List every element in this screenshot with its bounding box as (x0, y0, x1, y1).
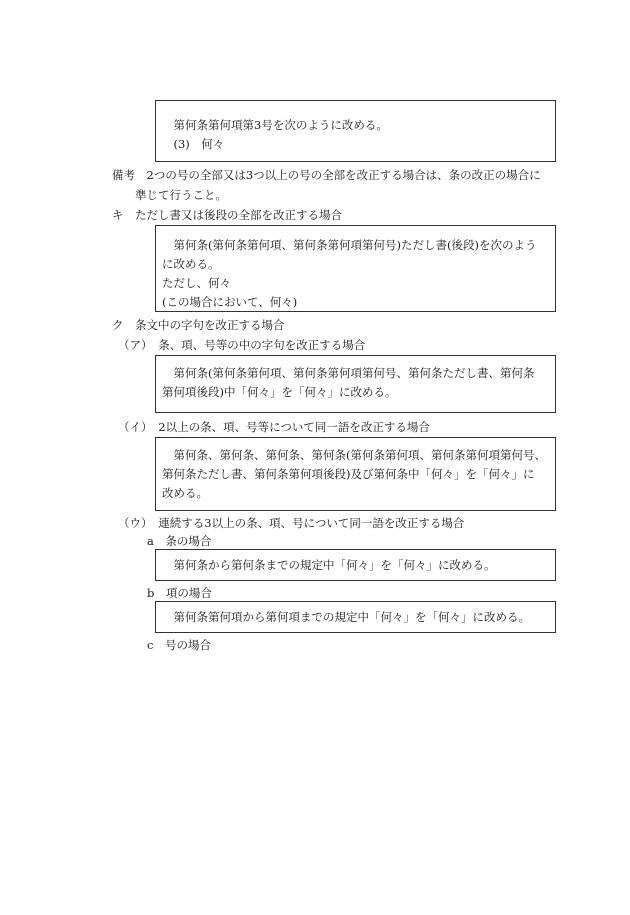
example-box-4 (155, 437, 556, 511)
box-line: ただし、何々 (162, 276, 231, 290)
box-line: 第何条(第何条第何項、第何条第何項第何号)ただし書(後段)を次のよう (162, 238, 537, 252)
box-line: 第何条、第何条、第何条、第何条(第何条第何項、第何条第何項第何号、 (162, 448, 546, 462)
example-box-2 (155, 225, 556, 312)
section-heading-ki: キ ただし書又は後段の全部を改正する場合 (112, 208, 342, 222)
subsection-heading-a: （ア） 条、項、号等の中の字句を改正する場合 (118, 338, 366, 352)
section-heading-ku: ク 条文中の字句を改正する場合 (112, 318, 285, 332)
note-line-2: 準じて行うこと。 (135, 188, 227, 202)
example-box-1 (155, 100, 556, 162)
item-heading-b: b 項の場合 (147, 586, 212, 600)
box-line: (3) 何々 (162, 137, 225, 151)
example-box-3 (155, 355, 556, 413)
example-box-5 (155, 549, 556, 581)
box-line: に改める。 (162, 257, 220, 271)
item-heading-a: a 条の場合 (147, 534, 212, 548)
box-line: 第何条ただし書、第何条第何項後段)及び第何条中「何々」を「何々」に (162, 467, 535, 481)
note-line-1: 備考 2つの号の全部又は3つ以上の号の全部を改正する場合は、条の改正の場合に (112, 168, 541, 182)
subsection-heading-i: （イ） 2以上の条、項、号等について同一語を改正する場合 (118, 420, 430, 434)
box-line: 第何条第何項第3号を次のように改める。 (162, 118, 388, 132)
item-heading-c: c 号の場合 (147, 638, 211, 652)
box-line: 改める。 (162, 486, 208, 500)
box-line: 第何条(第何条第何項、第何条第何項第何号、第何条ただし書、第何条 (162, 366, 535, 380)
box-line: 第何項後段)中「何々」を「何々」に改める。 (162, 385, 397, 399)
box-line: 第何条第何項から第何項までの規定中「何々」を「何々」に改める。 (162, 610, 530, 624)
subsection-heading-u: （ウ） 連続する3以上の条、項、号について同一語を改正する場合 (118, 516, 465, 530)
box-line: (この場合において、何々) (162, 295, 298, 309)
example-box-6 (155, 601, 556, 633)
box-line: 第何条から第何条までの規定中「何々」を「何々」に改める。 (162, 558, 496, 572)
